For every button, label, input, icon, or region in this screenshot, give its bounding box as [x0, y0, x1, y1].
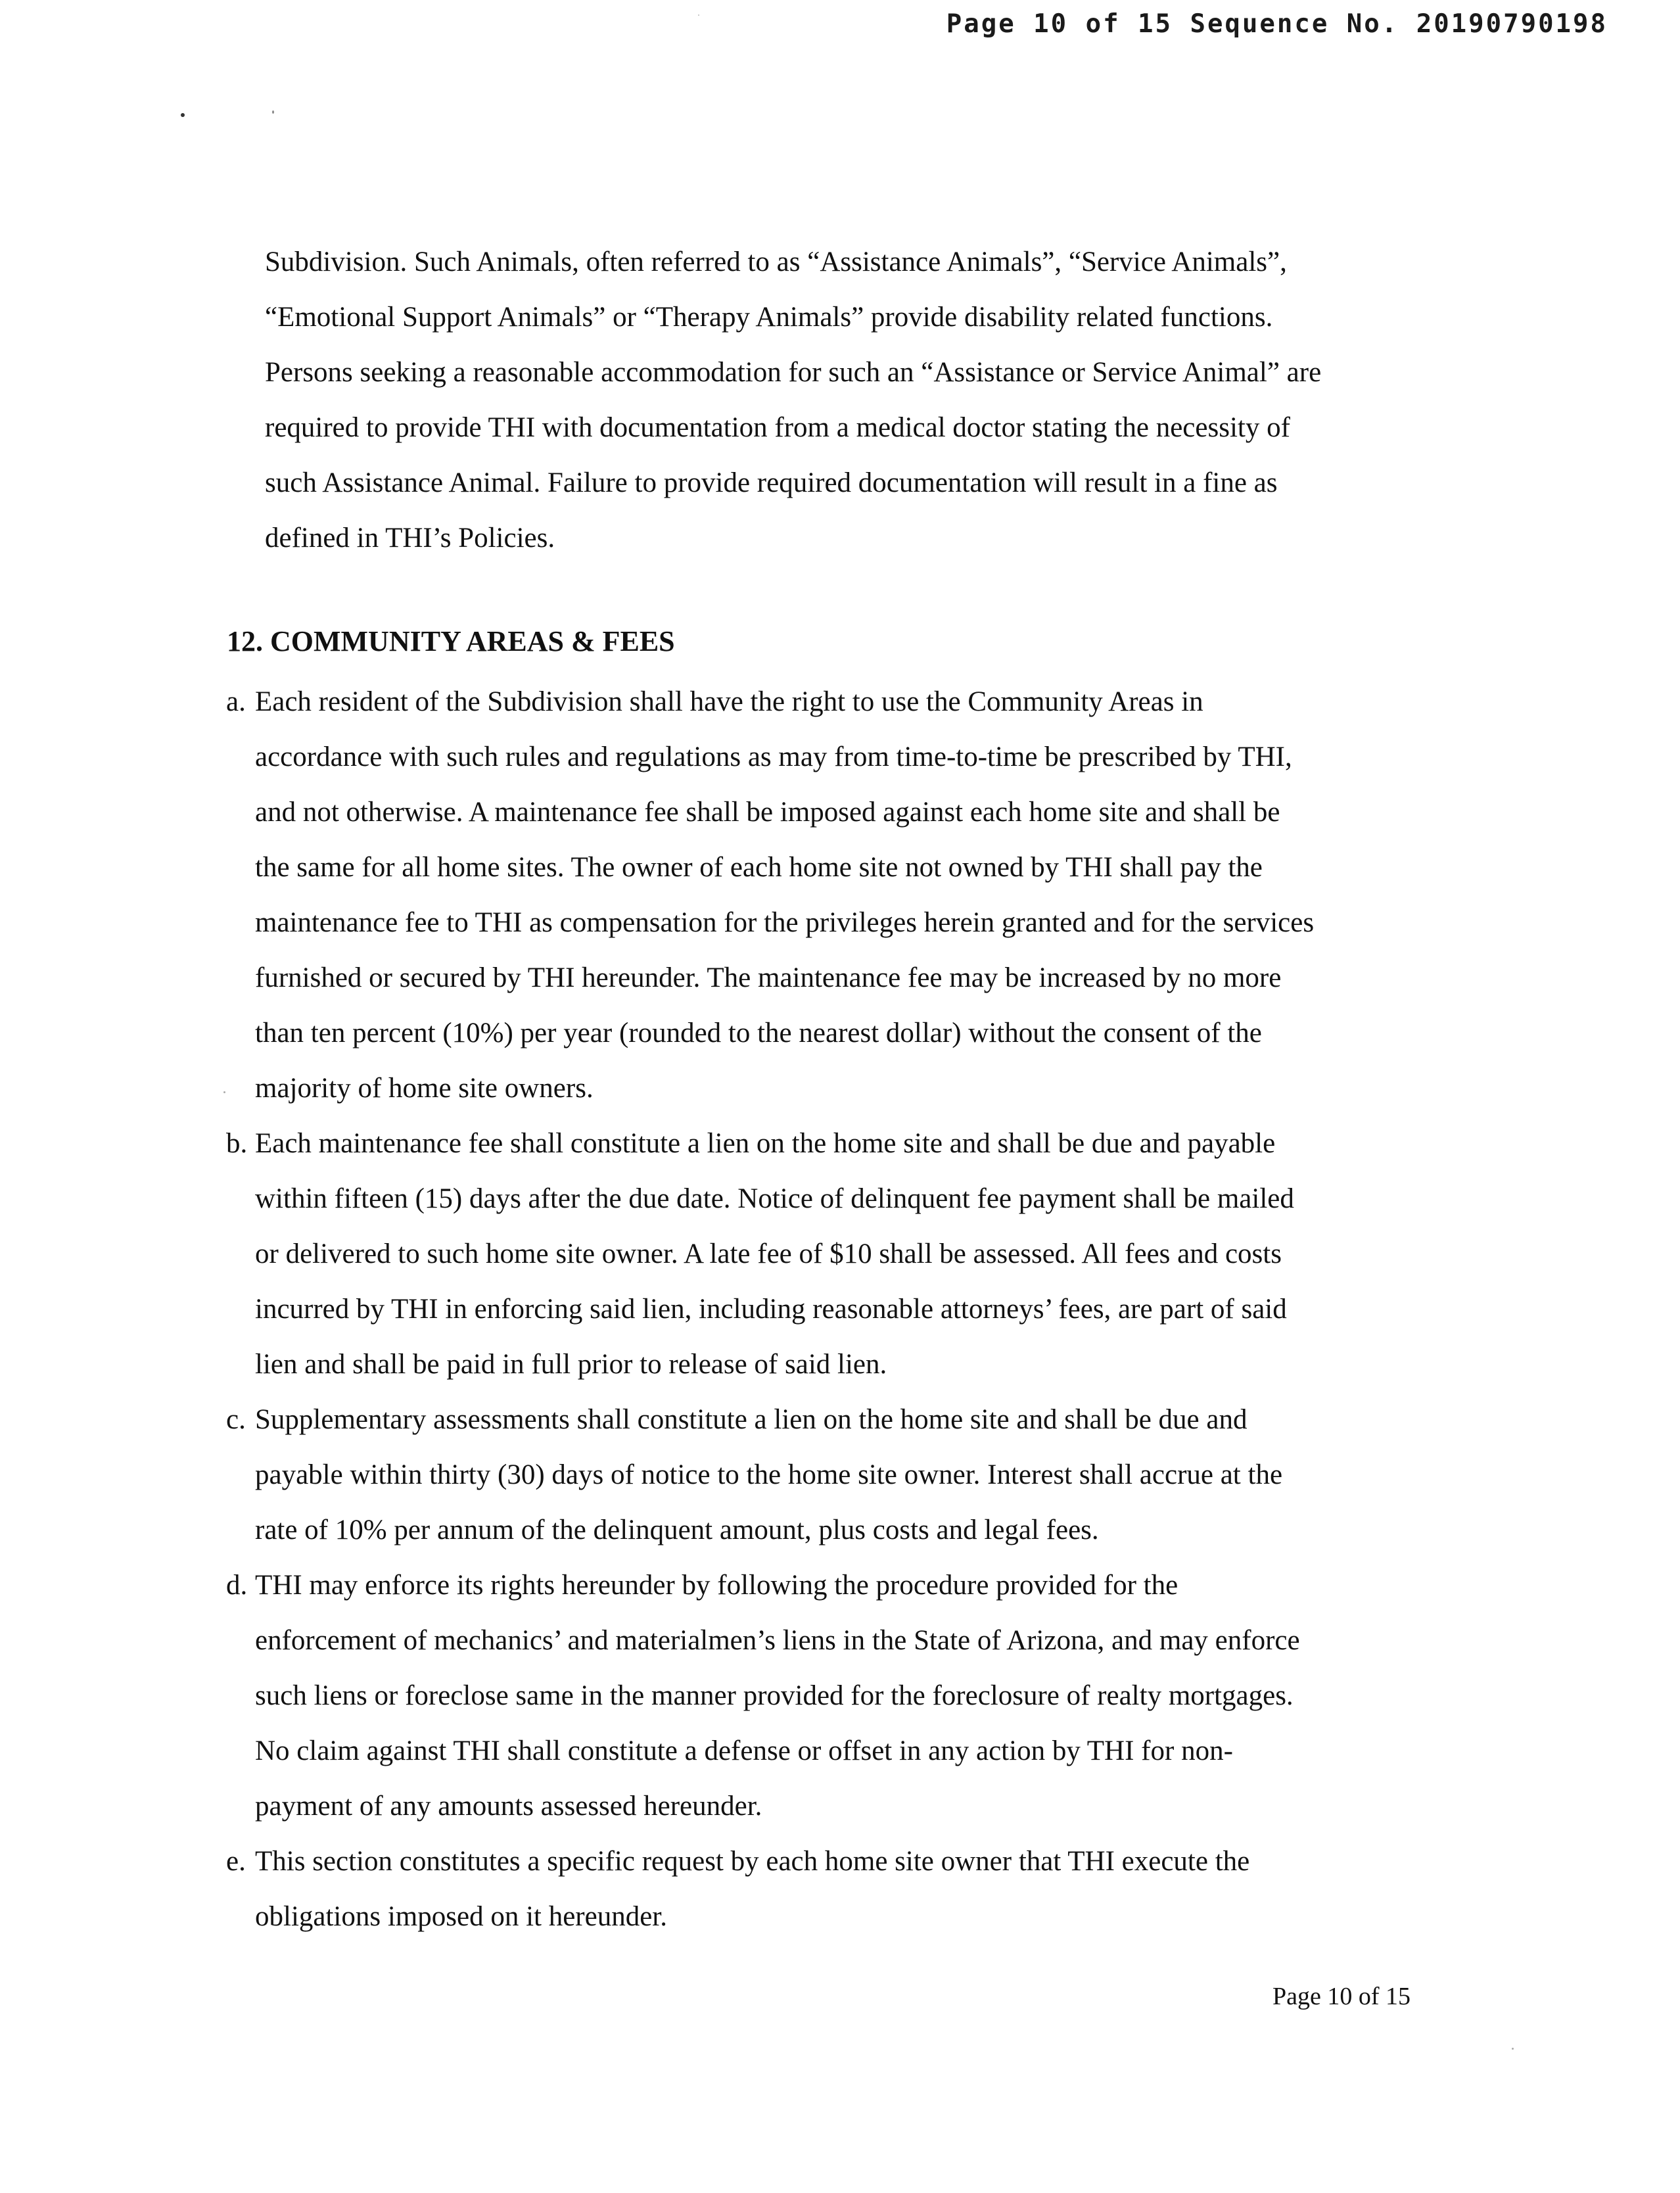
list-item [217, 1558, 1499, 1834]
text-line: enforcement of mechanics’ and materialmen’s liens in the State of Arizona, and may enforce [255, 1625, 1300, 1656]
text-line: Each resident of the Subdivision shall have the right to use the Community Areas in [255, 686, 1203, 717]
text-line: furnished or secured by THI hereunder. The maintenance fee may be increased by no more [255, 962, 1282, 993]
list-marker: d. [226, 1570, 248, 1601]
text-line: THI may enforce its rights hereunder by following the procedure provided for the [255, 1570, 1178, 1601]
list-item [217, 674, 1499, 1116]
text-line: “Emotional Support Animals” or “Therapy Animals” provide disability related functions. [265, 302, 1273, 333]
text-line: such liens or foreclose same in the manner provided for the foreclosure of realty mortgages. [255, 1680, 1294, 1711]
list-marker: e. [226, 1846, 246, 1877]
header-stamp: Page 10 of 15 Sequence No. 20190790198 [946, 9, 1608, 39]
scan-speck [272, 110, 274, 114]
text-line: lien and shall be paid in full prior to release of said lien. [255, 1349, 887, 1380]
text-line: required to provide THI with documentation from a medical doctor stating the necessity of [265, 412, 1290, 443]
text-line: accordance with such rules and regulations as may from time-to-time be prescribed by THI, [255, 742, 1292, 772]
text-line: payment of any amounts assessed hereunder. [255, 1791, 762, 1822]
text-line: such Assistance Animal. Failure to provide required documentation will result in a fine as [265, 467, 1278, 498]
text-line: Subdivision. Such Animals, often referred to as “Assistance Animals”, “Service Animals”, [265, 247, 1287, 277]
list-marker: b. [226, 1128, 248, 1159]
scan-speck [1512, 2048, 1514, 2050]
footer-page-number: Page 10 of 15 [1272, 1983, 1411, 2010]
text-line: and not otherwise. A maintenance fee shall be imposed against each home site and shall be [255, 797, 1280, 828]
section-item-list [217, 674, 1499, 1945]
list-item [217, 1834, 1499, 1945]
list-item [217, 1116, 1499, 1392]
text-line: Each maintenance fee shall constitute a lien on the home site and shall be due and payable [255, 1128, 1276, 1159]
text-line: majority of home site owners. [255, 1073, 594, 1104]
scan-speck [698, 14, 699, 16]
text-line: obligations imposed on it hereunder. [255, 1901, 667, 1932]
text-line: than ten percent (10%) per year (rounded to the nearest dollar) without the consent of the [255, 1018, 1262, 1049]
list-marker: c. [226, 1404, 246, 1435]
text-line: Persons seeking a reasonable accommodation for such an “Assistance or Service Animal” are [265, 357, 1322, 388]
text-line: This section constitutes a specific request by each home site owner that THI execute the [255, 1846, 1250, 1877]
scan-speck [181, 113, 185, 117]
intro-paragraph [265, 235, 1481, 566]
text-line: maintenance fee to THI as compensation for the privileges herein granted and for the services [255, 907, 1315, 938]
text-line: within fifteen (15) days after the due date. Notice of delinquent fee payment shall be mailed [255, 1183, 1294, 1214]
text-line: incurred by THI in enforcing said lien, including reasonable attorneys’ fees, are part of said [255, 1294, 1287, 1325]
text-line: payable within thirty (30) days of notice to the home site owner. Interest shall accrue at the [255, 1459, 1283, 1490]
list-marker: a. [226, 686, 246, 717]
section-heading: 12. COMMUNITY AREAS & FEES [227, 625, 675, 657]
text-line: rate of 10% per annum of the delinquent amount, plus costs and legal fees. [255, 1515, 1099, 1545]
text-line: or delivered to such home site owner. A late fee of $10 shall be assessed. All fees and costs [255, 1238, 1282, 1269]
text-line: No claim against THI shall constitute a defense or offset in any action by THI for non- [255, 1735, 1233, 1766]
text-line: the same for all home sites. The owner of each home site not owned by THI shall pay the [255, 852, 1263, 883]
list-item [217, 1392, 1499, 1558]
text-line: Supplementary assessments shall constitute a lien on the home site and shall be due and [255, 1404, 1248, 1435]
text-line: defined in THI’s Policies. [265, 523, 555, 554]
